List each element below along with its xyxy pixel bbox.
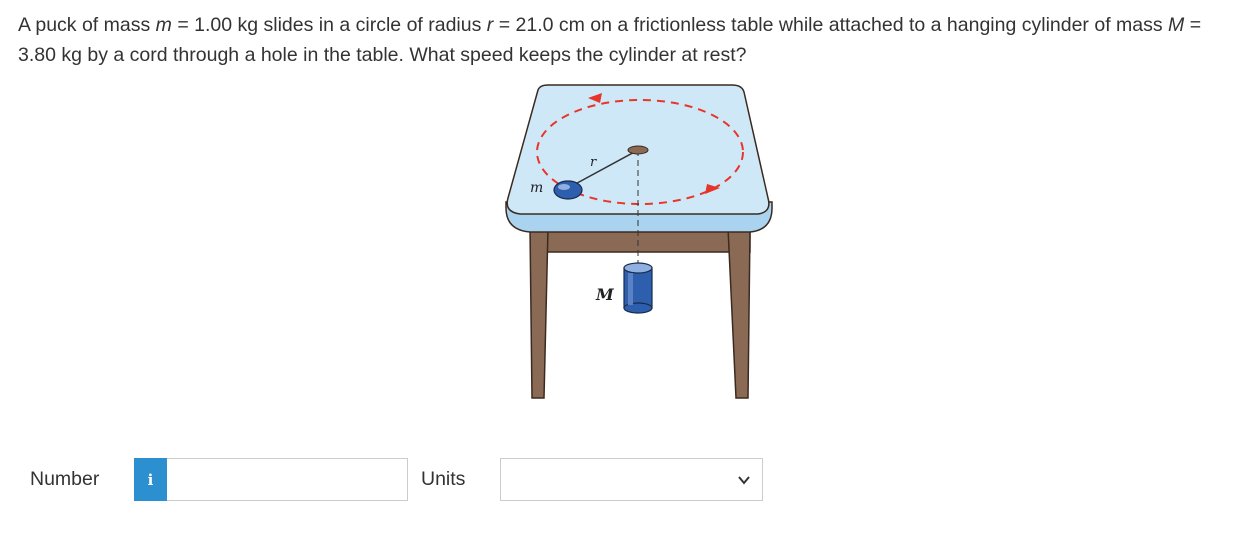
- var-M: M: [1168, 14, 1185, 36]
- table-rail: [540, 230, 750, 252]
- units-label: Units: [421, 468, 466, 490]
- cylinder-top: [624, 263, 652, 273]
- puck-highlight: [558, 184, 570, 190]
- table-leg-left: [530, 228, 548, 398]
- question-part: = 1.00 kg slides in a circle of radius: [171, 14, 487, 36]
- label-m: m: [530, 180, 544, 196]
- table-leg-right: [728, 228, 750, 398]
- question-part: = 21.0 cm on a frictionless table while attached to a hanging cylinder of mass: [493, 14, 1169, 36]
- number-label: Number: [30, 468, 100, 490]
- table-illustration: [500, 80, 780, 400]
- label-r: r: [590, 155, 597, 170]
- var-r: r: [486, 14, 494, 36]
- question-part: A puck of mass: [18, 14, 156, 36]
- label-M: M: [596, 285, 614, 304]
- units-dropdown[interactable]: [500, 458, 763, 501]
- answer-row: [0, 458, 1255, 502]
- var-m: m: [155, 14, 172, 36]
- question-text: [18, 10, 1243, 70]
- cylinder-highlight: [628, 273, 633, 305]
- table-diagram: [500, 80, 780, 400]
- question-part: = 3.80 kg by a cord through a hole in the table. What speed keeps the cylinder at rest?: [18, 14, 1202, 66]
- info-icon[interactable]: i: [134, 458, 167, 501]
- number-input[interactable]: [167, 458, 408, 501]
- chevron-down-icon: [736, 472, 752, 488]
- puck: [554, 181, 582, 199]
- table-hole: [628, 146, 648, 154]
